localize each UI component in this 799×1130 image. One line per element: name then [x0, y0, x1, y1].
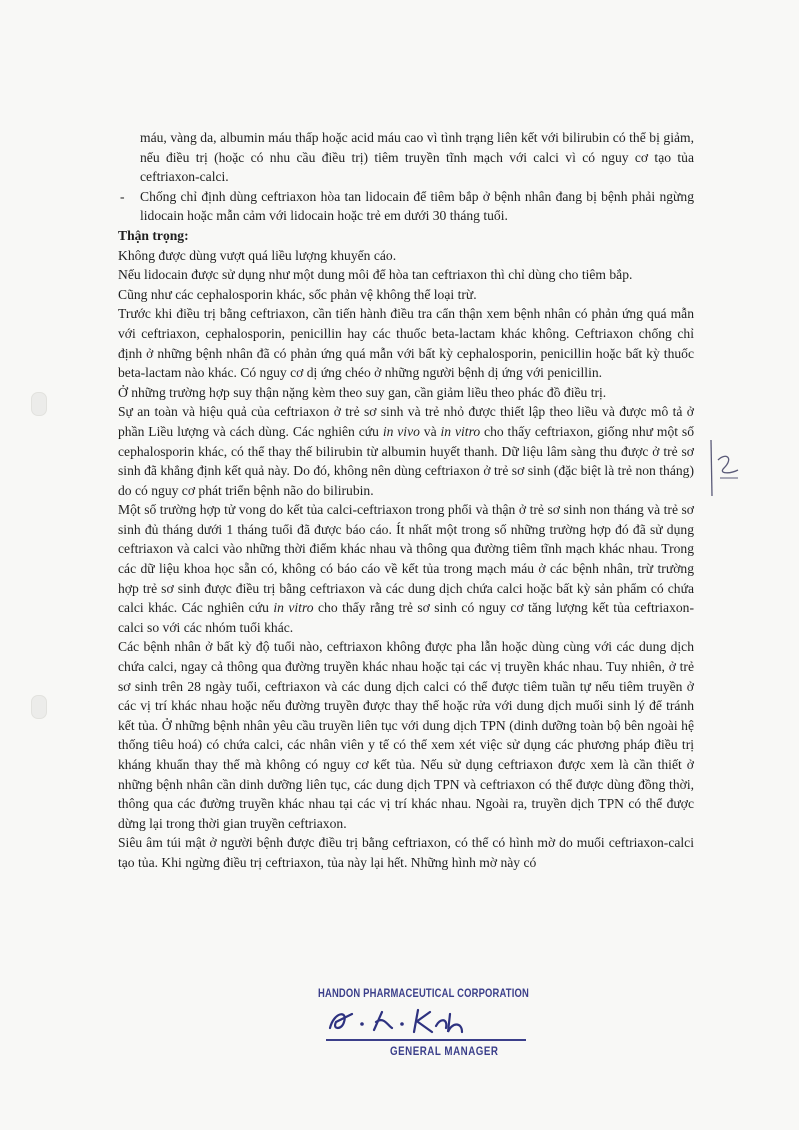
paragraph-lidocain-solvent: Nếu lidocain được sử dụng như một dung môi để hòa tan ceftriaxon thì chỉ dùng cho tiêm bắp.: [118, 267, 633, 283]
paragraph-renal-hepatic: Ở những trường hợp suy thận nặng kèm theo suy gan, cần giảm liều theo phác đồ điều trị.: [118, 384, 607, 400]
company-name: HANDON PHARMACEUTICAL CORPORATION: [318, 988, 529, 1000]
text-run: cho thấy rằng trẻ sơ sinh có nguy cơ tăng lượng kết tủa ceftriaxon-calci so với các nhóm tuổi khác.: [118, 600, 694, 635]
italic-term: in vitro: [273, 600, 314, 616]
paragraph-dose-limit: Không được dùng vượt quá liều lượng khuyến cáo.: [118, 247, 397, 263]
text-run: Một số trường hợp tử vong do kết tủa calci-ceftriaxon trong phổi và thận ở trẻ sơ sinh non tháng và trẻ sơ sinh đủ tháng dưới 1 tháng tuổi đã được báo cáo. Ít nhất một trong số những trường hợp đó đã sử dụng ceftriaxon và calci vào những thời điểm khác nhau và thông qua đường tiêm tĩnh mạch khác nhau. Trong các dữ liệu khoa học sẵn có, không có báo cáo về kết tủa trong mạch máu ở các bệnh nhân, trừ trường hợp trẻ sơ sinh được điều trị bằng ceftriaxon và các dung dịch chứa calci hoặc bất kỳ sản phẩm có chứa calci khác. Các nghiên cứu: [118, 502, 694, 616]
italic-term: in vitro: [440, 423, 481, 439]
text-run: cho thấy ceftriaxon, giống như một số cephalosporin khác, có thể thay thế bilirubin từ albumin huyết thanh. Dữ liệu lâm sàng thu được ở trẻ sơ sinh đã khẳng định kết quả này. Do đó, không nên dùng ceftriaxon ở trẻ sơ sinh (đặc biệt là trẻ non tháng) do có nguy cơ phát triển bệnh não do bilirubin.: [118, 423, 694, 498]
text-run: Sự an toàn và hiệu quả của ceftriaxon ở trẻ sơ sinh và trẻ nhỏ được thiết lập theo liều và được mô tả ở phần Liều lượng và cách dùng. Các nghiên cứu: [118, 404, 694, 439]
paragraph-anaphylaxis: Cũng như các cephalosporin khác, sốc phản vệ không thể loại trừ.: [118, 286, 477, 302]
handwritten-signature: [322, 1004, 492, 1036]
paragraph-gallbladder-ultrasound: Siêu âm túi mật ở người bệnh được điều trị bằng ceftriaxon, có thể có hình mờ do muối ceftriaxon-calci tạo tủa. Khi ngừng điều trị ceftriaxon, tủa này lại hết. Những hình mờ này có: [118, 835, 694, 870]
paragraph-calcium-precipitate-deaths: [118, 500, 694, 637]
text-run: và: [423, 423, 437, 439]
bullet-lidocain-contraindication: [118, 187, 694, 226]
signatory-title: GENERAL MANAGER: [390, 1046, 499, 1058]
binder-hole-mark: [31, 392, 47, 416]
paragraph-calcium-coadministration: Các bệnh nhân ở bất kỳ độ tuổi nào, ceftriaxon không được pha lẫn hoặc dùng cùng với các dung dịch chứa calci, ngay cả thông qua đường truyền khác nhau hoặc tại các vị truyền khác nhau. Tuy nhiên, ở trẻ sơ sinh trên 28 ngày tuổi, ceftriaxon và các dung dịch calci có thể được tiêm tuần tự nếu tiêm truyền ở các vị trí khác nhau hoặc nếu đường truyền được thay thế hoặc rửa với dung dịch muối sinh lý để tránh kết tủa. Ở những bệnh nhân yêu cầu truyền liên tục với dung dịch TPN (dinh dưỡng toàn bộ bên ngoài hệ thống tiêu hoá) có chứa calci, các nhân viên y tế có thể xem xét việc sử dụng các phương pháp điều trị kháng khuẩn thay thế mà không có nguy cơ kết tủa. Nếu sử dụng ceftriaxon được xem là cần thiết ở những bệnh nhân cần dinh dưỡng liên tục, các dung dịch TPN và ceftriaxon có thể được dùng đồng thời, thông qua các đường truyền khác nhau tại các vị trí khác nhau. Ngoài ra, truyền dịch TPN có thể được dừng lại trong thời gian truyền ceftriaxon.: [118, 639, 694, 831]
signature-stamp: [318, 988, 578, 1068]
signature-rule: [326, 1039, 526, 1041]
section-heading-precautions: Thận trọng:: [118, 227, 189, 243]
document-body: [118, 128, 694, 873]
binder-hole-mark: [31, 695, 47, 719]
margin-initial-mark: [708, 438, 748, 498]
paragraph-contraindication-cont: máu, vàng da, albumin máu thấp hoặc acid máu cao vì tình trạng liên kết với bilirubin có thể bị giảm, nếu điều trị (hoặc có nhu cầu điều trị) tiêm truyền tĩnh mạch với calci vì có nguy cơ tạo tủa ceftriaxon-calci.: [140, 130, 694, 185]
bullet-dash: -: [120, 188, 125, 204]
paragraph-hypersensitivity: Trước khi điều trị bằng ceftriaxon, cần tiến hành điều tra cẩn thận xem bệnh nhân có phản ứng quá mẫn với ceftriaxon, cephalosporin, penicillin hay các thuốc beta-lactam khác không. Ceftriaxon chống chỉ định ở những bệnh nhân đã có phản ứng quá mẫn với bất kỳ cephalosporin, penicillin hoặc bất kỳ thuốc beta-lactam nào khác. Có nguy cơ dị ứng chéo ở những người bệnh dị ứng với penicillin.: [118, 306, 694, 381]
italic-term: in vivo: [382, 423, 420, 439]
bullet-text: Chống chỉ định dùng ceftriaxon hòa tan lidocain để tiêm bắp ở bệnh nhân đang bị bệnh phải ngừng lidocain hoặc mẫn cảm với lidocain hoặc trẻ em dưới 30 tháng tuổi.: [140, 188, 694, 224]
paragraph-neonates-bilirubin: [118, 402, 694, 500]
